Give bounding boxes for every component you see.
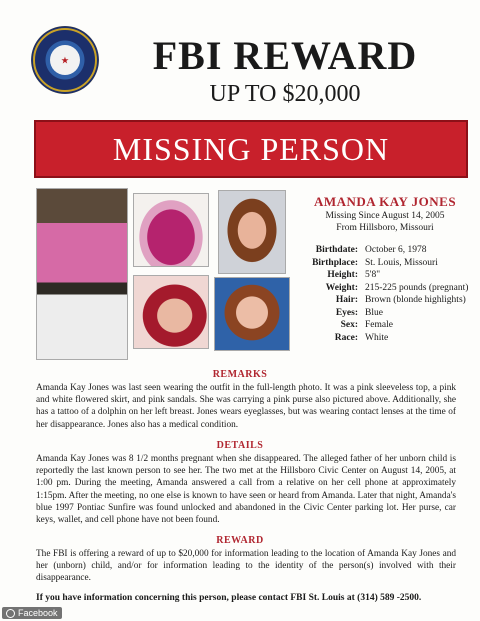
purse-photo [133, 193, 209, 267]
reward-amount: UP TO $20,000 [209, 81, 361, 107]
fact-row [296, 319, 476, 332]
fact-value: St. Louis, Missouri [365, 257, 438, 268]
physical-description [296, 244, 476, 344]
portrait-photo-1 [218, 190, 286, 274]
fact-value: October 6, 1978 [365, 245, 427, 255]
fact-row [296, 332, 476, 345]
fact-value: 215-225 pounds (pregnant) [365, 282, 469, 293]
remarks-text: Amanda Kay Jones was last seen wearing the outfit in the full-length photo. It was a pink sleeveless top, a pink and white flowered skirt, and pink sandals. She was carrying a pink purse also pictured above. Additionally, she has a tattoo of a dolphin on her left breast. Jones wears eyeglasses, but was wearing contact lenses at the time of her disappearance. Jones also has a medical condition. [36, 383, 456, 430]
portrait-photo-2 [133, 275, 209, 349]
fact-label: Race: [334, 332, 358, 343]
person-name: AMANDA KAY JONES [313, 194, 457, 209]
fact-value: Female [365, 320, 393, 330]
fact-label: Sex: [340, 320, 358, 330]
missing-since: Missing Since August 14, 2005 [325, 211, 445, 221]
fact-label: Hair: [335, 295, 358, 305]
reward-text: The FBI is offering a reward of up to $20,000 for information leading to the location of Amanda Kay Jones and her (unborn) child, and/or for information leading to the identity of the person(s) involved with their disappearance. [36, 549, 456, 584]
fact-row [296, 244, 476, 257]
fact-row [296, 282, 476, 295]
photo-credit [2, 607, 62, 619]
details-text: Amanda Kay Jones was 8 1/2 months pregnant when she disappeared. The alleged father of her unborn child is reportedly the last known person to see her. The two met at the Hillsboro Civic Center on August 14, 2005, at 1:00 pm. During the meeting, Amanda answered a call from a relative on her cell phone at approximately 1:15pm. After the meeting, no one else is known to have seen or heard from Amanda. Later that night, Amanda's blue 1997 Pontiac Sunfire was found unlocked and abandoned in the Civic Center parking lot. Her purse, car keys, wallet, and cell phone have not been found. [36, 454, 456, 526]
missing-person-banner: MISSING PERSON [34, 120, 468, 178]
fbi-seal [31, 26, 99, 94]
fact-row [296, 294, 476, 307]
fact-value: 5'8" [365, 270, 381, 280]
fact-value: Brown (blonde highlights) [365, 295, 466, 305]
fact-label: Birthplace: [312, 257, 358, 268]
details-heading: DETAILS [216, 440, 264, 451]
remarks-heading: REMARKS [212, 369, 268, 380]
fact-label: Height: [327, 270, 358, 280]
person-subheading [296, 210, 474, 234]
fact-row [296, 307, 476, 320]
fact-label: Birthdate: [315, 245, 358, 255]
fact-label: Weight: [325, 282, 358, 293]
contact-info: If you have information concerning this person, please contact FBI St. Louis at (314) 589 -2500. [36, 593, 422, 603]
fbi-seal-ring [31, 26, 99, 94]
copyright-icon [6, 609, 15, 618]
portrait-photo-3 [214, 277, 290, 351]
reward-heading: REWARD [216, 535, 264, 546]
fact-row [296, 257, 476, 270]
credit-label: Facebook [18, 608, 58, 618]
from-location: From Hillsboro, Missouri [336, 223, 434, 233]
fact-row [296, 269, 476, 282]
poster-title: FBI REWARD [152, 33, 418, 78]
fbi-seal-shield: ★ [50, 45, 80, 75]
fact-value: White [365, 332, 389, 343]
fact-label: Eyes: [335, 307, 358, 318]
fact-value: Blue [365, 307, 383, 318]
full-length-photo [36, 188, 128, 360]
